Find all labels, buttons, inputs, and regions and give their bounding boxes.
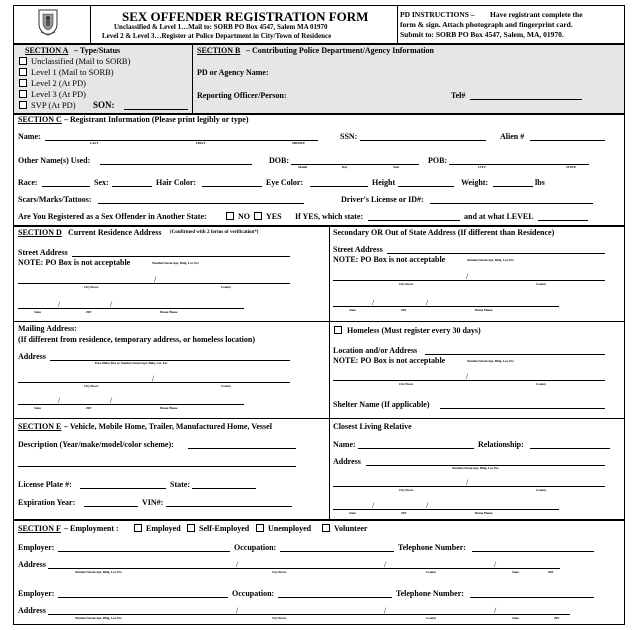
hair-label: Hair Color: xyxy=(156,178,197,187)
occupation-label: Occupation: xyxy=(232,589,275,598)
alien-field[interactable] xyxy=(530,140,605,141)
caption: County xyxy=(536,382,547,386)
relative-name-label: Name: xyxy=(333,440,356,449)
section-e-title-rest: – Vehicle, Mobile Home, Trailer, Manufactured Home, Vessel xyxy=(64,422,272,431)
pd-instructions: Have registrant complete the xyxy=(490,10,583,19)
employer-label: Employer: xyxy=(18,589,55,598)
expiration-label: Expiration Year: xyxy=(18,498,76,507)
vehicle-state-field[interactable] xyxy=(192,488,256,489)
relative-address-label: Address xyxy=(333,457,361,466)
homeless-location-field[interactable] xyxy=(425,354,605,355)
caption: Number/Street/Apt, Bldg, Lot, Etc xyxy=(467,359,514,363)
divider xyxy=(192,44,193,113)
caption: County xyxy=(536,488,547,492)
occupation-field-2[interactable] xyxy=(278,597,392,598)
state-caption: STATE xyxy=(566,165,576,169)
caption: Number/Street/Apt, Bldg, Lot, Etc xyxy=(75,616,122,620)
race-field[interactable] xyxy=(42,186,90,187)
hair-field[interactable] xyxy=(202,186,262,187)
level2-checkbox[interactable] xyxy=(19,79,27,87)
weight-label: Weight: xyxy=(461,178,489,187)
slash: / xyxy=(58,396,61,405)
last-caption: LAST xyxy=(90,141,99,145)
street-address-label: Street Address xyxy=(333,245,383,254)
pd-agency-label: PD or Agency Name: xyxy=(197,68,269,77)
level3-checkbox[interactable] xyxy=(19,90,27,98)
caption: ZIP xyxy=(554,616,560,620)
shelter-label: Shelter Name (If applicable) xyxy=(333,400,430,409)
sex-label: Sex: xyxy=(94,178,109,187)
no-label: NO xyxy=(238,212,250,221)
description-field[interactable] xyxy=(188,448,296,449)
section-d-title: SECTION D xyxy=(18,228,62,237)
section-e-title: SECTION E xyxy=(18,422,62,431)
relative-name-field[interactable] xyxy=(358,448,474,449)
employed-label: Employed xyxy=(146,524,181,533)
name-label: Name: xyxy=(18,132,41,141)
mailing-title: Mailing Address: xyxy=(18,324,77,333)
day-caption: Day xyxy=(342,165,348,169)
scars-label: Scars/Marks/Tattoos: xyxy=(18,195,92,204)
caption: State xyxy=(512,616,519,620)
street-address-label: Street Address xyxy=(18,248,68,257)
plate-label: License Plate #: xyxy=(18,480,72,489)
occupation-field[interactable] xyxy=(280,551,394,552)
pd-instructions: form & sign. Attach photograph and fingerprint card. xyxy=(400,20,573,29)
slash: / xyxy=(110,396,113,405)
caption: County xyxy=(221,384,232,388)
section-b-title-rest: – Contributing Police Department/Agency Information xyxy=(246,46,434,55)
description-label: Description (Year/make/model/color scheme): xyxy=(18,440,174,449)
caption: City/Town xyxy=(272,570,287,574)
caption: City/Town xyxy=(399,488,414,492)
caption: Home Phone xyxy=(475,511,493,515)
slash: / xyxy=(110,300,113,309)
homeless-checkbox[interactable] xyxy=(334,326,342,334)
caption: County xyxy=(426,570,437,574)
occupation-label: Occupation: xyxy=(234,543,277,552)
slash: / xyxy=(154,275,157,284)
other-names-label: Other Name(s) Used: xyxy=(18,156,91,165)
option-label: SVP (At PD) xyxy=(31,100,76,110)
caption: City/Town xyxy=(84,384,99,388)
dob-field[interactable] xyxy=(291,164,419,165)
section-c-title-rest: – Registrant Information (Please print legibly or type) xyxy=(64,115,249,124)
caption: Home Phone xyxy=(160,406,178,410)
scars-field[interactable] xyxy=(98,203,304,204)
yes-label: YES xyxy=(266,212,282,221)
telephone-field-2[interactable] xyxy=(470,597,594,598)
vin-field[interactable] xyxy=(166,506,292,507)
caption: County xyxy=(426,616,437,620)
which-state-label: If YES, which state: xyxy=(295,212,364,221)
weight-field[interactable] xyxy=(493,186,533,187)
caption: State xyxy=(349,511,356,515)
divider xyxy=(13,225,625,227)
secondary-city-field[interactable] xyxy=(333,280,605,281)
mailing-note: (If different from residence, temporary address, or homeless location) xyxy=(18,335,255,344)
divider xyxy=(329,225,330,519)
slash: / xyxy=(466,478,469,487)
slash: / xyxy=(384,606,387,615)
telephone-field[interactable] xyxy=(472,551,594,552)
caption: ZIP xyxy=(401,308,407,312)
slash: / xyxy=(426,298,429,307)
header-subtitle: Unclassified & Level 1…Mail to: SORB PO Box 4547, Salem MA 01970 xyxy=(114,23,328,31)
section-d-note: (Confirmed with 2 forms of verification*) xyxy=(170,230,259,235)
po-box-note: NOTE: PO Box is not acceptable xyxy=(333,255,446,264)
caption: ZIP xyxy=(548,570,554,574)
slash: / xyxy=(466,272,469,281)
lbs-label: lbs xyxy=(535,178,545,187)
caption: Number/Street/Apt, Bldg, Lot, Etc xyxy=(152,261,199,265)
sex-field[interactable] xyxy=(112,186,152,187)
slash: / xyxy=(494,560,497,569)
son-label: SON: xyxy=(93,100,115,110)
mailing-state-field[interactable] xyxy=(18,404,244,405)
level-field[interactable] xyxy=(538,220,588,221)
caption: State xyxy=(34,310,41,314)
slash: / xyxy=(372,298,375,307)
first-caption: FIRST xyxy=(196,141,206,145)
level-label: and at what LEVEL xyxy=(464,212,534,221)
caption: County xyxy=(221,285,232,289)
no-checkbox[interactable] xyxy=(226,212,234,220)
option-label: Level 1 (Mail to SORB) xyxy=(31,67,114,77)
option-label: Level 2 (At PD) xyxy=(31,78,87,88)
caption: City/Town xyxy=(399,382,414,386)
relative-city-field[interactable] xyxy=(333,486,605,487)
section-a-title-rest: – Type/Status xyxy=(74,46,121,55)
header-subtitle: Level 2 & Level 3…Register at Police Department in City/Town of Residence xyxy=(102,32,332,40)
section-c-title: SECTION C xyxy=(18,115,62,124)
height-field[interactable] xyxy=(398,186,454,187)
ssn-label: SSN: xyxy=(340,132,358,141)
state-seal-icon xyxy=(37,8,59,36)
registered-question: Are You Registered as a Sex Offender in Another State: xyxy=(18,212,207,221)
vehicle-state-label: State: xyxy=(170,480,190,489)
yes-checkbox[interactable] xyxy=(254,212,262,220)
description-field-2[interactable] xyxy=(18,466,296,467)
level1-checkbox[interactable] xyxy=(19,68,27,76)
divider xyxy=(13,519,625,521)
section-f-title-rest: – Employment : xyxy=(64,524,119,533)
secondary-state-field[interactable] xyxy=(333,306,559,307)
relationship-field[interactable] xyxy=(530,448,610,449)
caption: State xyxy=(512,570,519,574)
vin-label: VIN#: xyxy=(142,498,164,507)
divider xyxy=(13,418,625,419)
caption: Home Phone xyxy=(475,308,493,312)
alien-label: Alien # xyxy=(500,132,525,141)
self-employed-label: Self-Employed xyxy=(199,524,250,533)
employer-address-field-2[interactable] xyxy=(48,614,570,615)
section-b-title: SECTION B xyxy=(197,46,241,55)
location-label: Location and/or Address xyxy=(333,346,418,355)
caption: City/Town xyxy=(272,616,287,620)
son-field[interactable] xyxy=(124,109,188,110)
shelter-field[interactable] xyxy=(440,408,605,409)
homeless-title: Homeless (Must register every 30 days) xyxy=(347,326,481,335)
slash: / xyxy=(384,560,387,569)
header-divider xyxy=(90,5,91,43)
license-field[interactable] xyxy=(430,203,593,204)
section-d-title-rest: Current Residence Address xyxy=(68,228,162,237)
slash: / xyxy=(426,501,429,510)
caption: City/Town xyxy=(84,285,99,289)
pob-label: POB: xyxy=(428,156,448,165)
po-box-note: NOTE: PO Box is not acceptable xyxy=(333,356,446,365)
eye-label: Eye Color: xyxy=(266,178,304,187)
option-label: Unclassified (Mail to SORB) xyxy=(31,56,131,66)
mailing-address-field[interactable] xyxy=(50,360,290,361)
race-label: Race: xyxy=(18,178,38,187)
other-names-field[interactable] xyxy=(100,164,252,165)
employer-address-label: Address xyxy=(18,606,46,615)
employer-address-field[interactable] xyxy=(48,568,560,569)
employer-field[interactable] xyxy=(58,551,230,552)
caption: Number/Street/Apt, Bldg, Lot, Etc xyxy=(75,570,122,574)
relative-title: Closest Living Relative xyxy=(333,422,412,431)
slash: / xyxy=(236,606,239,615)
slash: / xyxy=(494,606,497,615)
plate-field[interactable] xyxy=(80,488,166,489)
caption: Post Office Box or Number/Street/Apt, Bldg, Lot, Etc xyxy=(95,361,168,365)
slash: / xyxy=(466,372,469,381)
caption: Number/Street/Apt, Bldg, Lot, Etc xyxy=(452,466,499,470)
divider xyxy=(13,321,625,322)
slash: / xyxy=(236,560,239,569)
city-caption: CITY xyxy=(478,165,486,169)
month-caption: Month xyxy=(298,165,308,169)
section-a-title: SECTION A xyxy=(25,46,69,55)
slash: / xyxy=(372,501,375,510)
ssn-field[interactable] xyxy=(360,140,486,141)
po-box-note: NOTE: PO Box is not acceptable xyxy=(18,258,131,267)
relationship-label: Relationship: xyxy=(478,440,524,449)
eye-field[interactable] xyxy=(310,186,368,187)
caption: State xyxy=(34,406,41,410)
form-title: SEX OFFENDER REGISTRATION FORM xyxy=(122,9,369,24)
unclassified-checkbox[interactable] xyxy=(19,57,27,65)
caption: Number/Street/Apt, Bldg, Lot, Etc xyxy=(467,258,514,262)
telephone-label: Telephone Number: xyxy=(396,589,464,598)
slash: / xyxy=(152,374,155,383)
unemployed-checkbox[interactable] xyxy=(256,524,264,532)
name-field[interactable] xyxy=(45,140,318,141)
secondary-street-field[interactable] xyxy=(387,253,605,254)
relative-state-field[interactable] xyxy=(333,509,559,510)
unemployed-label: Unemployed xyxy=(268,524,312,533)
self-employed-checkbox[interactable] xyxy=(187,524,195,532)
option-label: Level 3 (At PD) xyxy=(31,89,87,99)
license-label: Driver's License or ID#: xyxy=(341,195,424,204)
expiration-field[interactable] xyxy=(84,506,138,507)
reporting-officer-label: Reporting Officer/Person: xyxy=(197,91,287,100)
homeless-city-field[interactable] xyxy=(333,380,605,381)
employed-checkbox[interactable] xyxy=(134,524,142,532)
caption: ZIP xyxy=(86,310,92,314)
employer-field-2[interactable] xyxy=(58,597,228,598)
caption: Home Phone xyxy=(160,310,178,314)
state-zip-phone-field[interactable] xyxy=(18,308,244,309)
which-state-field[interactable] xyxy=(368,220,460,221)
caption: County xyxy=(536,282,547,286)
caption: State xyxy=(349,308,356,312)
header-divider xyxy=(397,5,398,43)
height-label: Height xyxy=(372,178,396,187)
telephone-label: Telephone Number: xyxy=(398,543,466,552)
svp-checkbox[interactable] xyxy=(19,101,27,109)
address-label: Address xyxy=(18,352,46,361)
street-address-field[interactable] xyxy=(72,256,290,257)
employer-label: Employer: xyxy=(18,543,55,552)
slash: / xyxy=(58,300,61,309)
volunteer-checkbox[interactable] xyxy=(322,524,330,532)
section-f-title: SECTION F xyxy=(18,524,61,533)
caption: ZIP xyxy=(86,406,92,410)
caption: City/Town xyxy=(399,282,414,286)
volunteer-label: Volunteer xyxy=(334,524,368,533)
pd-instructions-label: PD INSTRUCTIONS – xyxy=(400,10,475,19)
dob-label: DOB: xyxy=(269,156,289,165)
section-b-background xyxy=(193,45,624,113)
secondary-title: Secondary OR Out of State Address (If different than Residence) xyxy=(333,228,555,237)
pd-instructions: Submit to: SORB PO Box 4547, Salem, MA, 01970. xyxy=(400,30,564,39)
caption: ZIP xyxy=(401,511,407,515)
tel-label: Tel# xyxy=(451,91,466,100)
employer-address-label: Address xyxy=(18,560,46,569)
tel-field[interactable] xyxy=(470,99,582,100)
year-caption: Year xyxy=(393,165,400,169)
middle-caption: MIDDLE xyxy=(292,141,306,145)
